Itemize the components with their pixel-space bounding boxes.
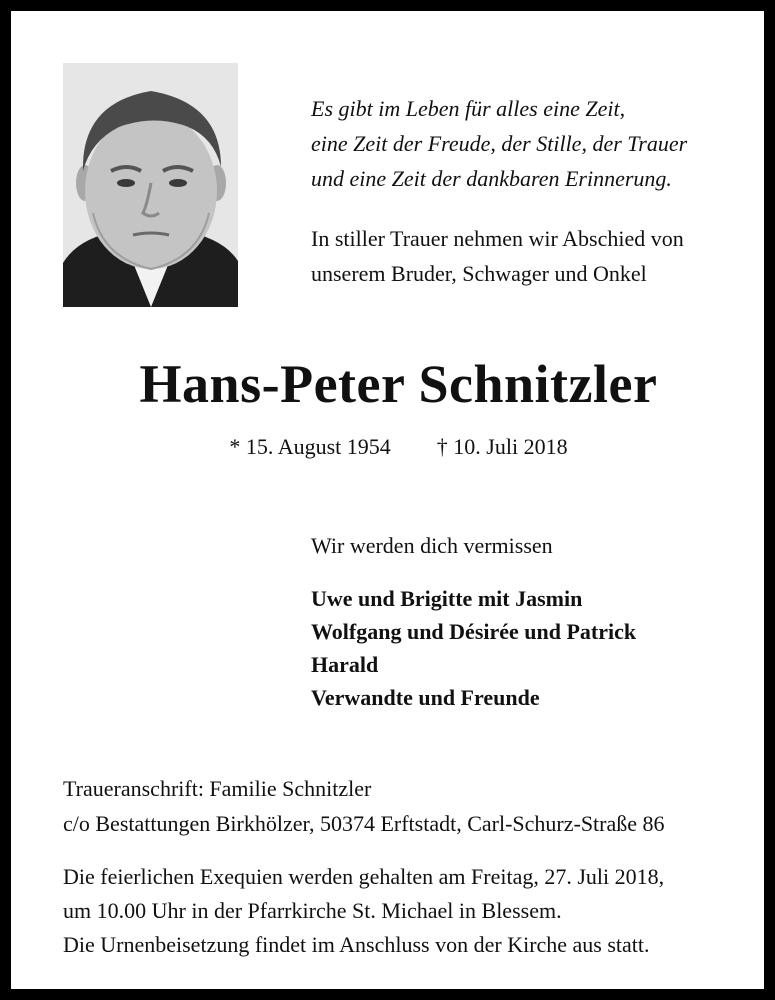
- portrait-photo-icon: [63, 63, 238, 307]
- intro-line: In stiller Trauer nehmen wir Abschied von: [311, 226, 684, 251]
- birth-date: * 15. August 1954: [229, 434, 391, 459]
- service-line: Die feierlichen Exequien werden gehalten am Freitag, 27. Juli 2018,: [63, 864, 665, 889]
- mourning-address: [63, 771, 665, 841]
- life-dates: [11, 430, 775, 464]
- address-line: Traueranschrift: Familie Schnitzler: [63, 776, 372, 801]
- quote-line: und eine Zeit der dankbaren Erinnerung.: [311, 166, 672, 191]
- mourner-item: Wolfgang und Désirée und Patrick: [311, 619, 637, 644]
- portrait-photo: [63, 63, 238, 307]
- address-line: c/o Bestattungen Birkhölzer, 50374 Erftstadt, Carl-Schurz-Straße 86: [63, 811, 665, 836]
- mourners-list: [311, 582, 636, 714]
- intro-line: unserem Bruder, Schwager und Onkel: [311, 261, 647, 286]
- quote-line: eine Zeit der Freude, der Stille, der Trauer: [311, 131, 688, 156]
- service-line: Die Urnenbeisetzung findet im Anschluss von der Kirche aus statt.: [63, 932, 650, 957]
- mourner-item: Harald: [311, 652, 379, 677]
- deceased-name: Hans-Peter Schnitzler: [139, 354, 658, 414]
- farewell-text: Wir werden dich vermissen: [311, 533, 553, 558]
- service-details: [63, 860, 664, 962]
- intro-text: [311, 221, 751, 291]
- service-line: um 10.00 Uhr in der Pfarrkirche St. Michael in Blessem.: [63, 898, 562, 923]
- quote-verse: [311, 91, 751, 196]
- quote-line: Es gibt im Leben für alles eine Zeit,: [311, 96, 626, 121]
- mourner-item: Uwe und Brigitte mit Jasmin: [311, 586, 583, 611]
- death-date: † 10. Juli 2018: [436, 434, 568, 459]
- mourner-item: Verwandte und Freunde: [311, 685, 540, 710]
